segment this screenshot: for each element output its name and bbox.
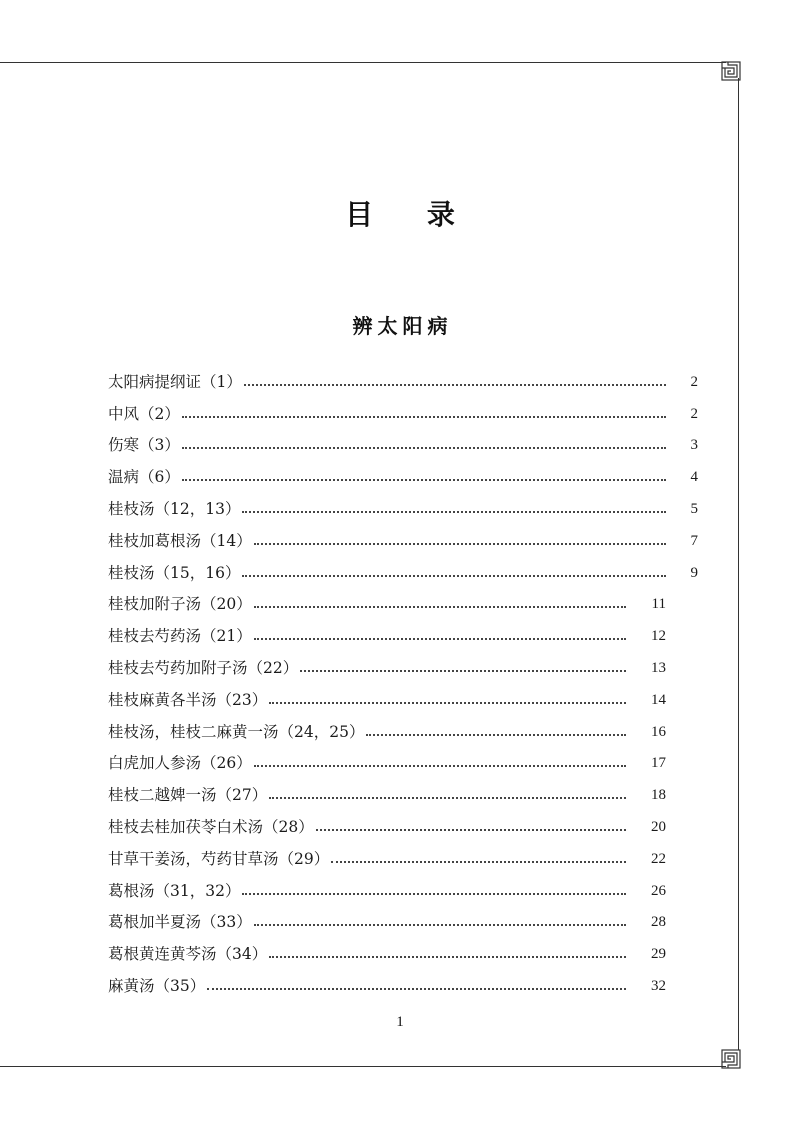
toc-dot-leader: [242, 893, 626, 895]
toc-entry-label: 白虎加人参汤（26）: [108, 754, 252, 773]
toc-entry-label: 桂枝去芍药加附子汤（22）: [108, 659, 299, 678]
toc-entry[interactable]: [108, 748, 666, 780]
toc-entry-page: 17: [651, 755, 666, 772]
toc-entry-page: 7: [690, 532, 698, 549]
toc-entry-label: 桂枝麻黄各半汤（23）: [108, 690, 268, 709]
toc-entry-page: 32: [651, 978, 666, 995]
toc-dot-leader: [254, 606, 626, 608]
toc-entry[interactable]: [108, 716, 666, 748]
toc-entry-label: 甘草干姜汤，芍药甘草汤（29）: [108, 849, 330, 868]
toc-entry-page: 12: [651, 628, 666, 645]
toc-entry-page: 26: [651, 882, 666, 899]
toc-entry[interactable]: [108, 589, 666, 621]
toc-entry[interactable]: [108, 811, 666, 843]
toc-entry-page: 9: [690, 564, 698, 581]
toc-entry-label: 桂枝去桂加茯苓白术汤（28）: [108, 818, 314, 837]
toc-entry-label: 桂枝去芍药汤（21）: [108, 627, 252, 646]
fret-corner-ornament-top: [720, 60, 742, 82]
toc-entry[interactable]: [108, 875, 666, 907]
toc-entry-page: 22: [651, 850, 666, 867]
toc-dot-leader: [242, 511, 666, 513]
toc-entry-label: 桂枝汤，桂枝二麻黄一汤（24，25）: [108, 722, 365, 741]
toc-dot-leader: [182, 479, 666, 481]
toc-dot-leader: [316, 829, 626, 831]
toc-entry[interactable]: [108, 461, 698, 493]
section-heading: 辨太阳病: [352, 314, 453, 338]
toc-entry-page: 4: [690, 469, 698, 486]
toc-dot-leader: [254, 543, 666, 545]
toc-entry[interactable]: [108, 938, 666, 970]
toc-entry-page: 2: [690, 405, 698, 422]
toc-entry[interactable]: [108, 843, 666, 875]
toc-dot-leader: [254, 924, 626, 926]
toc-entry-page: 14: [651, 691, 666, 708]
frame-bottom-line: [0, 1066, 726, 1067]
toc-dot-leader: [331, 861, 626, 863]
toc-entry-page: 16: [651, 723, 666, 740]
toc-entry[interactable]: [108, 366, 698, 398]
toc-entry-label: 桂枝汤（12，13）: [108, 500, 241, 519]
toc-entry-page: 2: [690, 373, 698, 390]
toc-entry-label: 桂枝加附子汤（20）: [108, 595, 252, 614]
toc-dot-leader: [182, 447, 666, 449]
toc-entry-label: 桂枝加葛根汤（14）: [108, 531, 252, 550]
toc-entry-label: 葛根汤（31，32）: [108, 881, 241, 900]
toc-entry-page: 3: [690, 437, 698, 454]
toc-dot-leader: [254, 638, 626, 640]
toc-title: 目 录: [345, 198, 477, 231]
toc-dot-leader: [242, 575, 666, 577]
page-number: 1: [396, 1014, 404, 1030]
toc-entry-page: 20: [651, 819, 666, 836]
toc-entry-label: 葛根黄连黄芩汤（34）: [108, 945, 268, 964]
toc-entry-label: 葛根加半夏汤（33）: [108, 913, 252, 932]
toc-list: [108, 366, 698, 1002]
toc-dot-leader: [207, 988, 626, 990]
toc-entry[interactable]: [108, 620, 666, 652]
toc-entry[interactable]: [108, 525, 698, 557]
toc-dot-leader: [244, 384, 666, 386]
toc-dot-leader: [300, 670, 626, 672]
toc-entry[interactable]: [108, 652, 666, 684]
toc-dot-leader: [254, 765, 626, 767]
toc-entry-label: 温病（6）: [108, 468, 180, 487]
toc-entry[interactable]: [108, 907, 666, 939]
toc-entry-page: 29: [651, 946, 666, 963]
toc-entry-label: 桂枝二越婢一汤（27）: [108, 786, 268, 805]
toc-entry-label: 伤寒（3）: [108, 436, 180, 455]
toc-entry[interactable]: [108, 430, 698, 462]
toc-entry-page: 13: [651, 660, 666, 677]
toc-entry-label: 太阳病提纲证（1）: [108, 372, 242, 391]
fret-corner-ornament-bottom: [720, 1048, 742, 1070]
toc-entry[interactable]: [108, 684, 666, 716]
toc-dot-leader: [366, 734, 626, 736]
toc-entry[interactable]: [108, 779, 666, 811]
toc-entry-label: 中风（2）: [108, 404, 180, 423]
toc-entry[interactable]: [108, 557, 698, 589]
toc-dot-leader: [269, 702, 626, 704]
toc-entry[interactable]: [108, 970, 666, 1002]
toc-entry-page: 18: [651, 787, 666, 804]
toc-entry-page: 11: [651, 596, 666, 613]
toc-entry-page: 5: [690, 501, 698, 518]
toc-dot-leader: [269, 797, 626, 799]
toc-entry[interactable]: [108, 398, 698, 430]
toc-entry-label: 桂枝汤（15，16）: [108, 563, 241, 582]
frame-top-line: [0, 62, 726, 63]
toc-entry-label: 麻黄汤（35）: [108, 977, 206, 996]
toc-entry[interactable]: [108, 493, 698, 525]
toc-dot-leader: [269, 956, 626, 958]
toc-dot-leader: [182, 416, 666, 418]
toc-entry-page: 28: [651, 914, 666, 931]
